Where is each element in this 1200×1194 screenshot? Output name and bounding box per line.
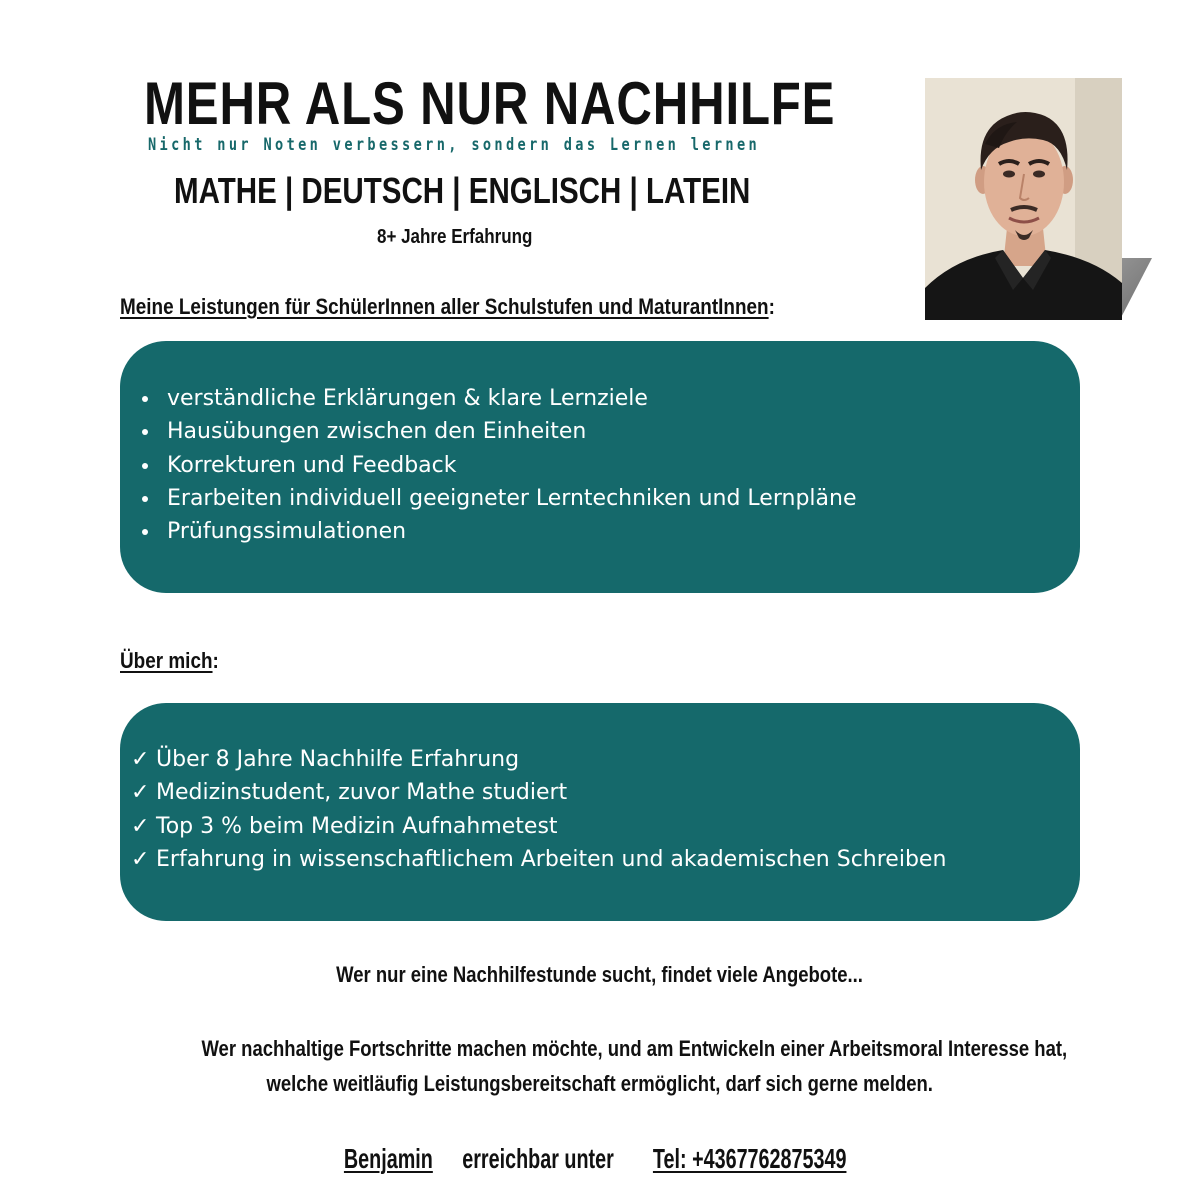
about-item-text: Medizinstudent, zuvor Mathe studiert [156, 780, 568, 806]
contact-name: Benjamin [343, 1143, 433, 1174]
check-icon: ✓ [131, 780, 150, 806]
teaser-text-content: Wer nur eine Nachhilfestunde sucht, findet viele Angebote... [336, 962, 864, 987]
list-item: Korrekturen und Feedback [140, 449, 856, 482]
list-item: Prüfungssimulationen [140, 515, 856, 548]
experience-label: 8+ Jahre Erfahrung [377, 226, 533, 248]
closing-line-1-text: Wer nachhaltige Fortschritte machen möchte, und am Entwickeln einer Arbeitsmoral Interesse hat, [201, 1036, 1067, 1061]
services-heading-text: Meine Leistungen für SchülerInnen aller Schulstufen und MaturantInnen [120, 294, 769, 319]
page-title: MEHR ALS NUR NACHHILFE [144, 70, 836, 137]
list-item: Hausübungen zwischen den Einheiten [140, 415, 856, 448]
contact-line-inner [335, 1143, 865, 1175]
portrait-photo [925, 78, 1122, 320]
closing-line-1 [34, 1036, 1200, 1062]
list-item [131, 743, 946, 776]
list-item [131, 843, 946, 876]
list-item [131, 810, 946, 843]
page-subtitle: Nicht nur Noten verbessern, sondern das Lernen lernen [148, 135, 761, 155]
contact-line [0, 1143, 1200, 1175]
list-item: Erarbeiten individuell geeigneter Lerntechniken und Lernpläne [140, 482, 856, 515]
about-heading-colon: : [212, 648, 219, 673]
closing-line-2-text: welche weitläufig Leistungsbereitschaft ermöglicht, darf sich gerne melden. [266, 1071, 934, 1096]
check-icon: ✓ [131, 747, 150, 772]
about-item-text: Erfahrung in wissenschaftlichem Arbeiten und akademischen Schreiben [156, 847, 947, 873]
check-icon: ✓ [131, 813, 150, 839]
services-list [140, 382, 856, 548]
contact-middle-text: erreichbar unter [456, 1143, 619, 1174]
teaser-text [0, 962, 1200, 988]
phone-link[interactable]: Tel: +4367762875349 [652, 1143, 847, 1174]
about-heading [120, 648, 219, 674]
list-item [131, 776, 946, 809]
about-item-text: Über 8 Jahre Nachhilfe Erfahrung [156, 747, 520, 772]
subjects-line: MATHE | DEUTSCH | ENGLISCH | LATEIN [174, 170, 751, 211]
closing-line-2 [0, 1071, 1200, 1097]
about-panel [120, 703, 1080, 921]
list-item: verständliche Erklärungen & klare Lernziele [140, 382, 856, 415]
about-item-text: Top 3 % beim Medizin Aufnahmetest [156, 813, 558, 839]
services-panel [120, 341, 1080, 593]
services-heading [120, 294, 775, 320]
about-heading-text: Über mich [120, 648, 213, 673]
services-heading-colon: : [768, 294, 775, 319]
about-list [131, 743, 946, 877]
check-icon: ✓ [131, 847, 150, 873]
